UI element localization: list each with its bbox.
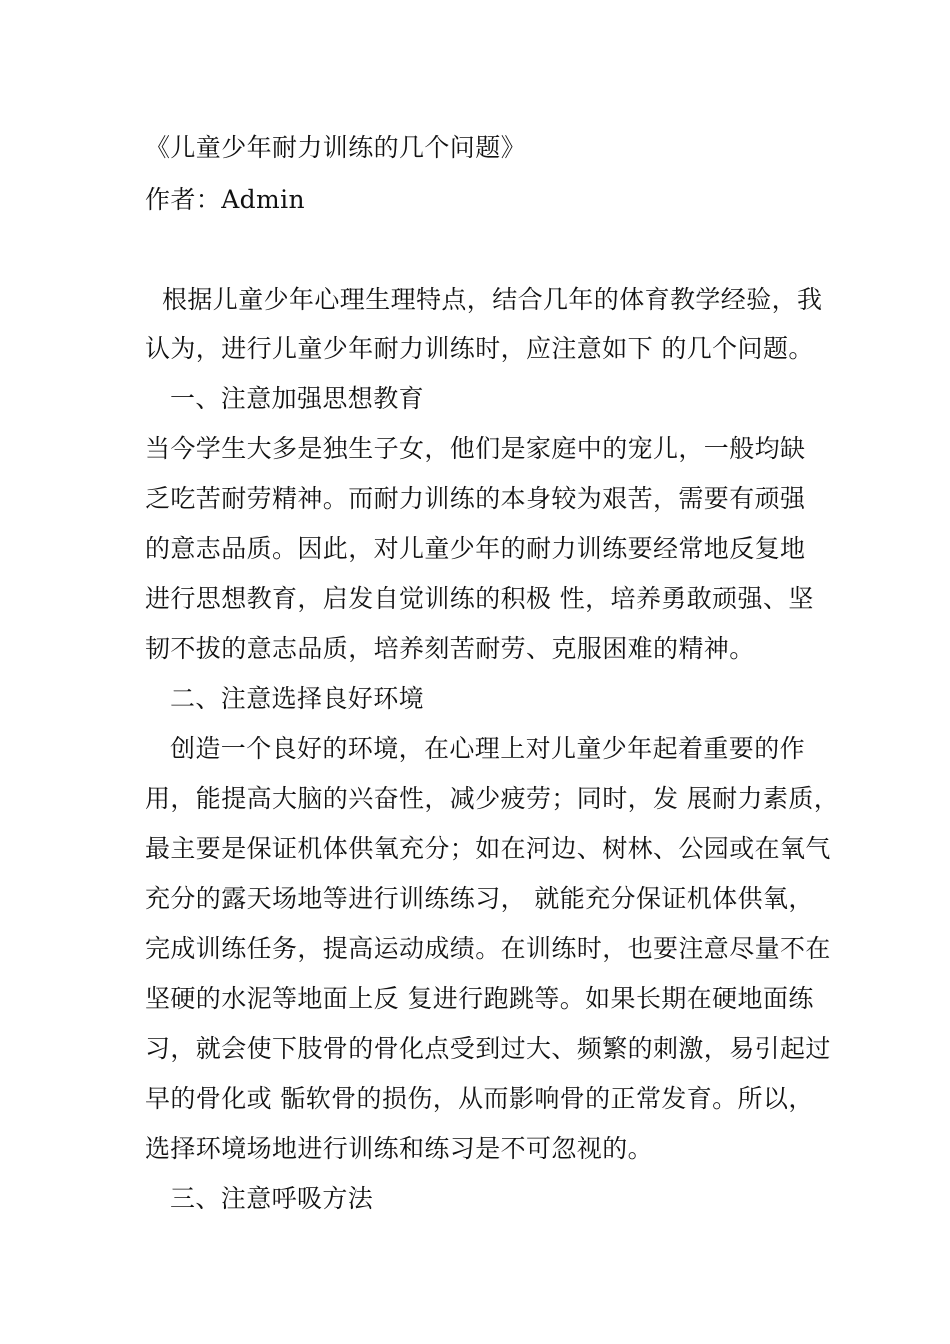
paragraph-line: 创造一个良好的环境，在心理上对儿童少年起着重要的作 bbox=[170, 734, 806, 763]
paragraph-line: 韧不拔的意志品质，培养刻苦耐劳、克服困难的精神。 bbox=[145, 634, 755, 663]
paragraph-line: 用，能提高大脑的兴奋性，减少疲劳；同时，发 展耐力素质， bbox=[145, 784, 840, 813]
paragraph-line: 乏吃苦耐劳精神。而耐力训练的本身较为艰苦，需要有顽强 bbox=[145, 484, 806, 513]
paragraph-line: 最主要是保证机体供氧充分；如在河边、树林、公园或在氧气 bbox=[145, 834, 831, 863]
document-author: 作者：Admin bbox=[145, 185, 306, 214]
paragraph-line: 认为，进行儿童少年耐力训练时，应注意如下 的几个问题。 bbox=[145, 334, 814, 363]
paragraph-line: 早的骨化或 骺软骨的损伤，从而影响骨的正常发育。所以， bbox=[145, 1084, 814, 1113]
paragraph-line: 根据儿童少年心理生理特点，结合几年的体育教学经验，我 bbox=[162, 285, 823, 314]
paragraph-line: 完成训练任务，提高运动成绩。在训练时，也要注意尽量不在 bbox=[145, 934, 831, 963]
section-heading: 一、注意加强思想教育 bbox=[170, 384, 425, 413]
paragraph-line: 坚硬的水泥等地面上反 复进行跑跳等。如果长期在硬地面练 bbox=[145, 984, 814, 1013]
paragraph-line: 进行思想教育，启发自觉训练的积极 性，培养勇敢顽强、坚 bbox=[145, 584, 814, 613]
section-heading: 三、注意呼吸方法 bbox=[170, 1184, 374, 1213]
document-title: 《儿童少年耐力训练的几个问题》 bbox=[145, 133, 527, 162]
paragraph-line: 习，就会使下肢骨的骨化点受到过大、频繁的刺激，易引起过 bbox=[145, 1034, 831, 1063]
paragraph-line: 充分的露天场地等进行训练练习， 就能充分保证机体供氧， bbox=[145, 884, 814, 913]
paragraph-line: 的意志品质。因此，对儿童少年的耐力训练要经常地反复地 bbox=[145, 534, 806, 563]
paragraph-line: 当今学生大多是独生子女，他们是家庭中的宠儿，一般均缺 bbox=[145, 434, 806, 463]
paragraph-line: 选择环境场地进行训练和练习是不可忽视的。 bbox=[145, 1134, 654, 1163]
section-heading: 二、注意选择良好环境 bbox=[170, 684, 425, 713]
